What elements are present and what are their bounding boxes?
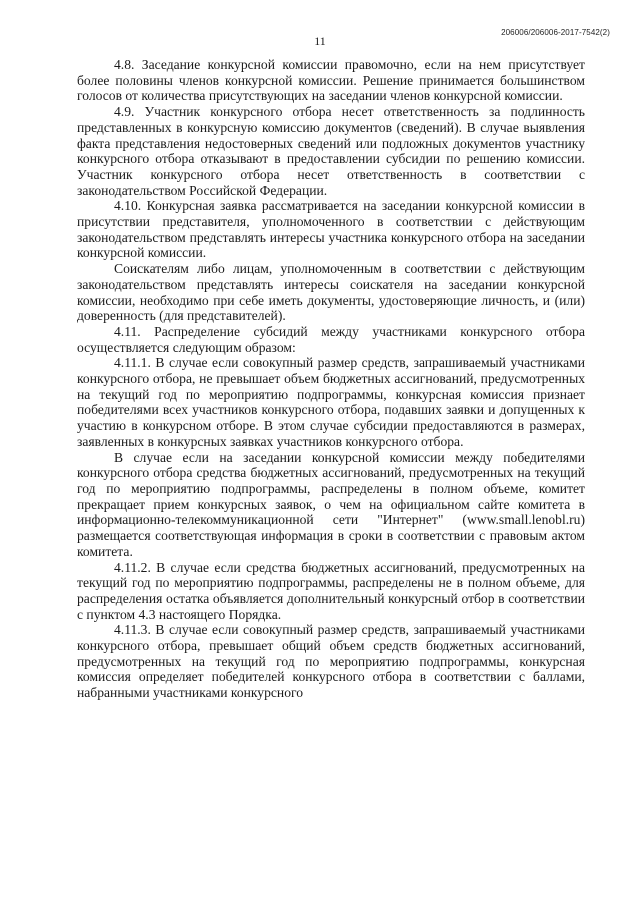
paragraph-full-allocation: В случае если на заседании конкурсной комиссии между победителями конкурсного отбора средства бюджетных ассигнований, предусмотренных на текущий год по мероприятию подпрограммы, распределены в полном объеме, комитет прекращает прием конкурсных заявок, о чем на официальном сайте комитета в информационно-телекоммуникационной сети "Интернет" (www.small.lenobl.ru) размещается соответствующая информация в сроки в соответствии с правовым актом комитета. [77,449,585,559]
paragraph-4-11-2: 4.11.2. В случае если средства бюджетных ассигнований, предусмотренных на текущий год по мероприятию подпрограммы, распределены не в полном объеме, для распределения остатка объявляется дополнительный конкурсный отбор в соответствии с пунктом 4.3 настоящего Порядка. [77,559,585,622]
paragraph-4-11: 4.11. Распределение субсидий между участниками конкурсного отбора осуществляется следующим образом: [77,323,585,355]
paragraph-4-10: 4.10. Конкурсная заявка рассматривается на заседании конкурсной комиссии в присутствии представителя, уполномоченного в соответствии с действующим законодательством представлять интересы участника конкурсного отбора на заседании конкурсной комиссии. [77,198,585,261]
paragraph-4-11-3: 4.11.3. В случае если совокупный размер средств, запрашиваемый участниками конкурсного отбора, превышает общий объем средств бюджетных ассигнований, предусмотренных на текущий год по мероприятию подпрограммы, конкурсная комиссия определяет победителей конкурсного отбора в соответствии с баллами, набранными участниками конкурсного [77,622,585,701]
paragraph-4-11-1: 4.11.1. В случае если совокупный размер средств, запрашиваемый участниками конкурсного отбора, не превышает объем бюджетных ассигнований, предусмотренных на текущий год по мероприятию подпрограммы, конкурсная комиссия признает победителями всех участников конкурсного отбора, подавших заявки и допущенных к участию в конкурсном отборе. В этом случае субсидии предоставляются в размерах, заявленных в конкурсных заявках участников конкурсного отбора. [77,355,585,449]
paragraph-applicants: Соискателям либо лицам, уполномоченным в соответствии с действующим законодательством представлять интересы соискателя на заседании конкурсной комиссии, необходимо при себе иметь документы, удостоверяющие личность, и (или) доверенность (для представителей). [77,261,585,324]
page-number: 11 [314,34,326,48]
paragraph-4-8: 4.8. Заседание конкурсной комиссии правомочно, если на нем присутствует более половины членов конкурсной комиссии. Решение принимается большинством голосов от количества присутствующих на заседании членов конкурсной комиссии. [77,57,585,104]
paragraph-4-9: 4.9. Участник конкурсного отбора несет ответственность за подлинность представленных в конкурсную комиссию документов (сведений). В случае выявления факта представления недостоверных сведений или подложных документов участнику конкурсного отбора отказывают в предоставлении субсидии по решению комиссии. Участник конкурсного отбора несет ответственность в соответствии с законодательством Российской Федерации. [77,104,585,198]
document-body [77,57,585,701]
document-id: 206006/206006-2017-7542(2) [501,28,610,37]
